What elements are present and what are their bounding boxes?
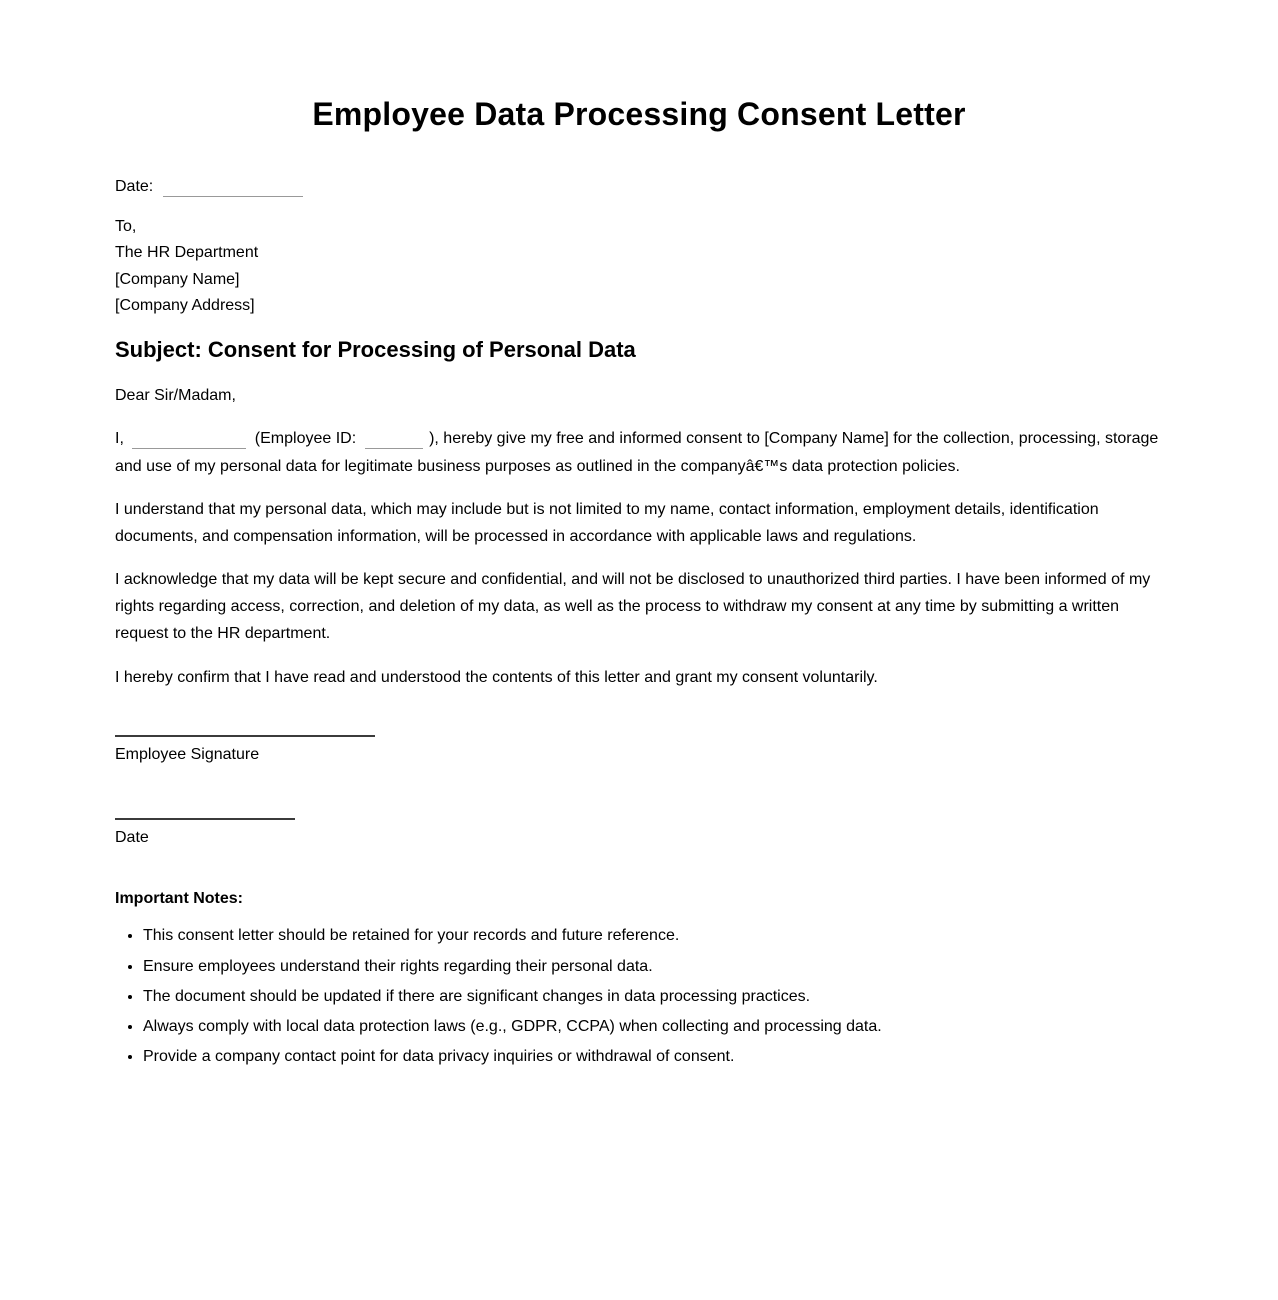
employee-id-label: (Employee ID: (254, 430, 357, 448)
consent-paragraph-body: ), hereby give my free and informed consent to [Company Name] for the collection, processing, storage and use of my personal data for legitimate business purposes as outlined in the companyâ€™s data protection policies. (115, 430, 1159, 475)
subject-heading: Subject: Consent for Processing of Personal Data (115, 336, 636, 362)
employee-name-fill-in-blank (132, 434, 246, 449)
note-item: • The document should be updated if there are significant changes in data processing practices. (143, 983, 1163, 1010)
employee-id-fill-in-blank (365, 434, 423, 449)
employee-signature-line (115, 735, 375, 737)
recipient-line-department: The HR Department (115, 244, 259, 262)
important-notes-heading: Important Notes: (115, 890, 243, 908)
note-item: • Always comply with local data protection laws (e.g., GDPR, CCPA) when collecting and processing data. (143, 1013, 1163, 1040)
note-item: • Provide a company contact point for data privacy inquiries or withdrawal of consent. (143, 1043, 1163, 1070)
consent-paragraph (115, 425, 1163, 479)
signature-date-line (115, 818, 295, 820)
date-field-row (115, 173, 1163, 200)
important-notes-list (115, 922, 1163, 1070)
document-title: Employee Data Processing Consent Letter (312, 96, 966, 132)
recipient-line-to: To, (115, 217, 137, 235)
date-fill-in-blank (163, 182, 303, 197)
salutation: Dear Sir/Madam, (115, 387, 236, 405)
date-label: Date: (115, 177, 154, 195)
note-item: • This consent letter should be retained for your records and future reference. (143, 922, 1163, 949)
employee-signature-label: Employee Signature (115, 745, 260, 763)
signature-date-label: Date (115, 829, 149, 847)
note-item: • Ensure employees understand their rights regarding their personal data. (143, 953, 1163, 980)
data-security-paragraph: I acknowledge that my data will be kept secure and confidential, and will not be disclosed to unauthorized third parties. I have been informed of my rights regarding access, correction, and deletion of my data, as well as the process to withdraw my consent at any time by submitting a written request to the HR department. (115, 571, 1151, 643)
recipient-block (115, 214, 1163, 320)
confirmation-paragraph: I hereby confirm that I have read and understood the contents of this letter and grant my consent voluntarily. (115, 668, 878, 686)
data-scope-paragraph: I understand that my personal data, which may include but is not limited to my name, contact information, employment details, identification documents, and compensation information, will be processed in accordance with applicable laws and regulations. (115, 500, 1099, 545)
recipient-line-company-name: [Company Name] (115, 270, 240, 288)
consent-paragraph-intro: I, (115, 430, 124, 448)
recipient-line-company-address: [Company Address] (115, 297, 255, 315)
